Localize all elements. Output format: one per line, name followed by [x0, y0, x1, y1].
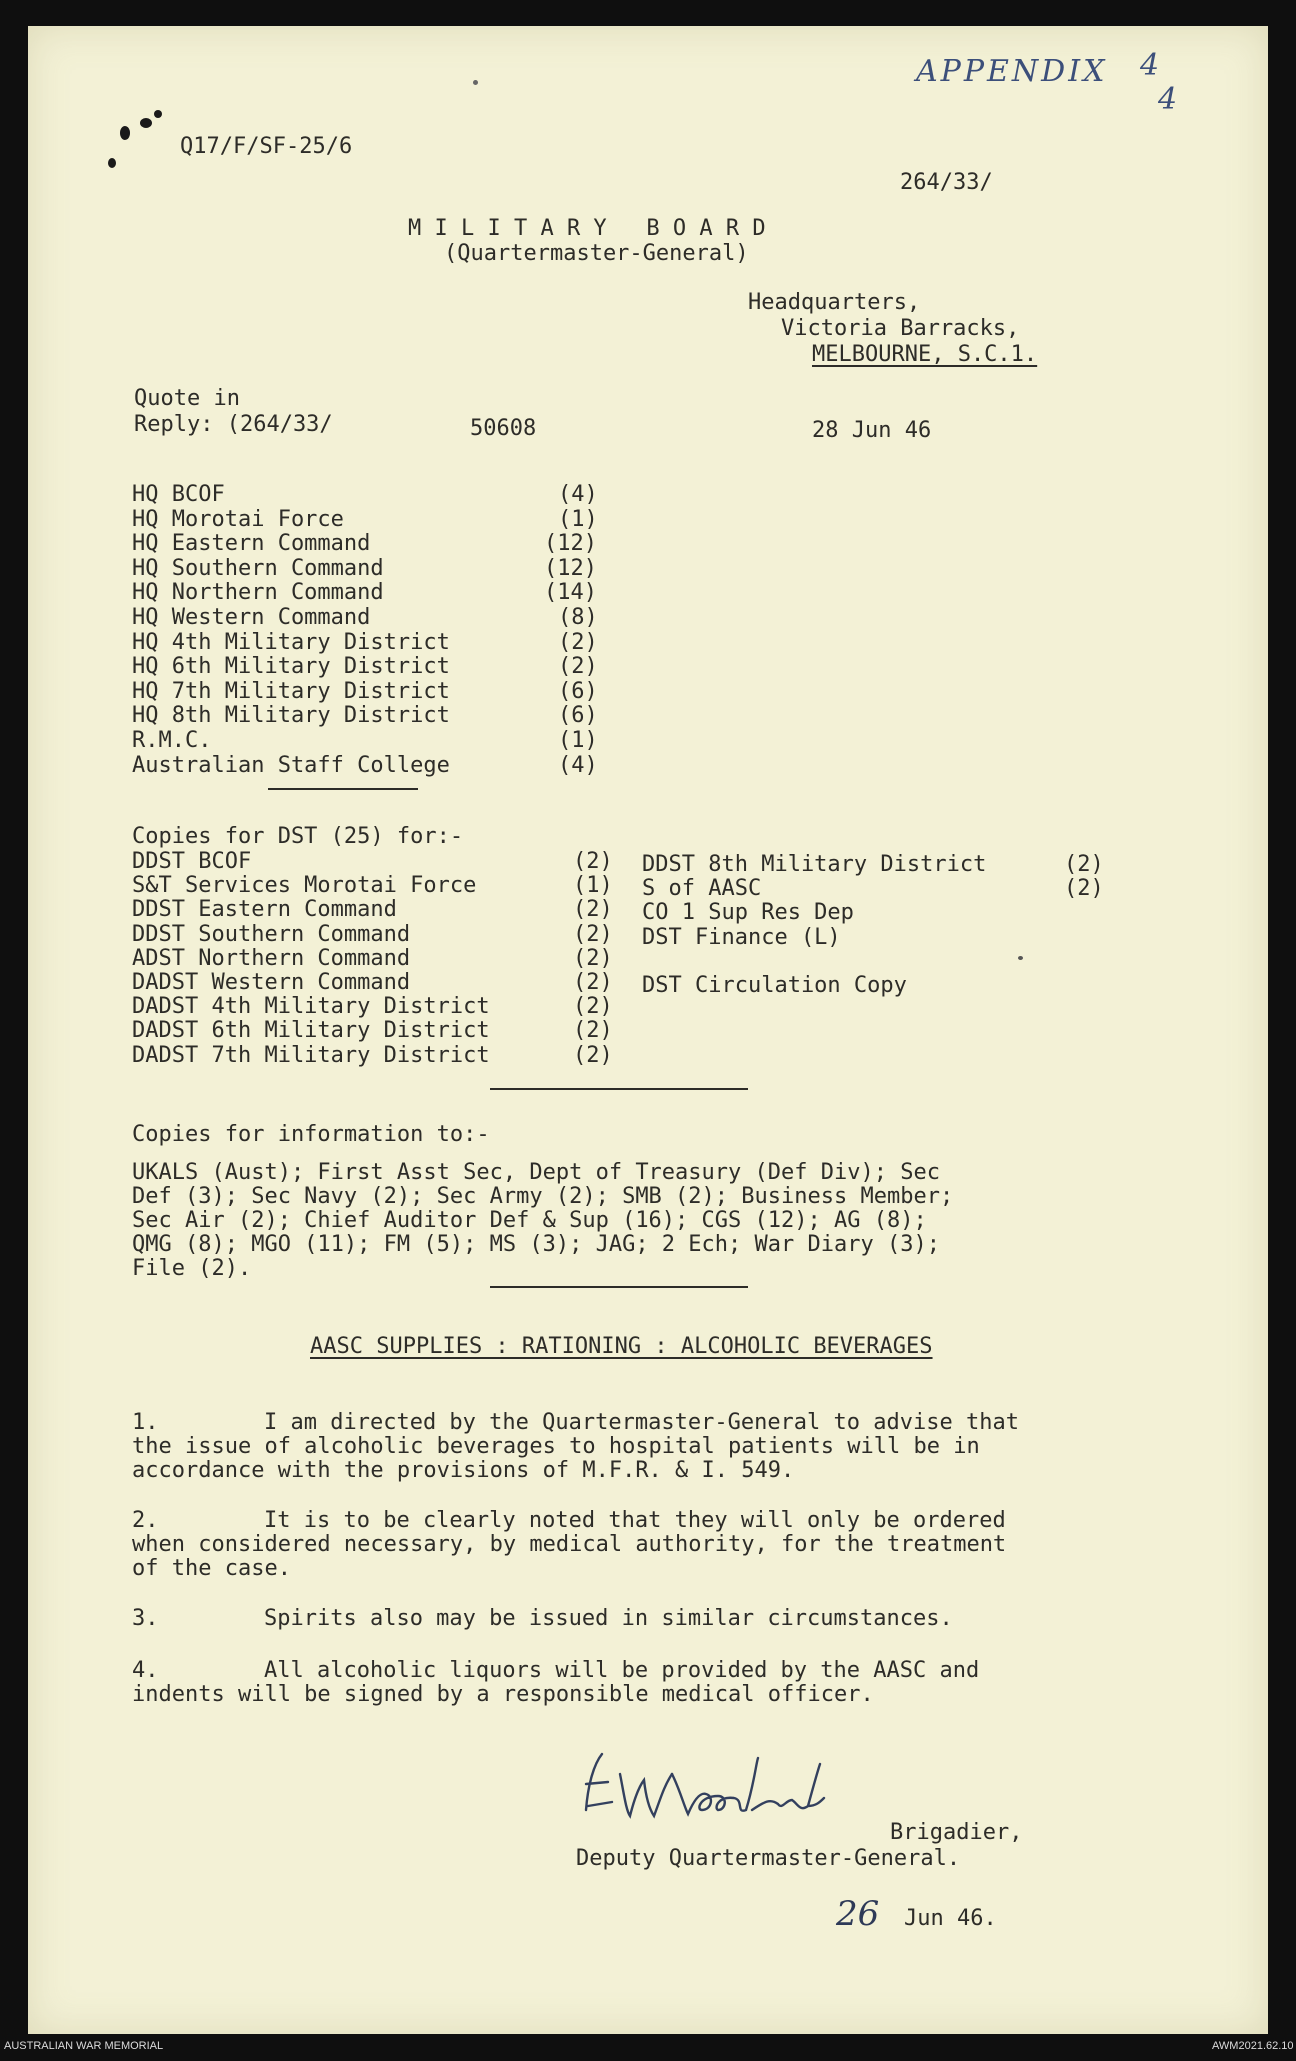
distribution-unit: HQ Morotai Force: [132, 506, 344, 532]
paragraph-number: 3.: [132, 1606, 159, 1631]
distribution-unit: HQ Western Command: [132, 605, 371, 630]
address-line-1: Headquarters,: [748, 290, 921, 315]
appendix-number-bottom: 4: [1158, 82, 1178, 117]
dst-right-unit: DDST 8th Military District: [642, 852, 987, 877]
dst-left-unit: DDST BCOF: [132, 849, 252, 874]
dst-left-copies: (2): [573, 1042, 613, 1068]
paragraph-number: 4.: [132, 1658, 159, 1683]
dst-left-copies: (2): [573, 921, 613, 947]
letter-date: 28 Jun 46: [812, 418, 932, 443]
divider-rule: [268, 788, 418, 790]
board-title: M I L I T A R Y B O A R D: [408, 216, 766, 241]
info-line: QMG (8); MGO (11); FM (5); MS (3); JAG; 2 Ech; War Diary (3);: [132, 1232, 940, 1257]
dst-left-copies: (2): [573, 1018, 613, 1044]
distribution-copies: (14): [544, 580, 597, 606]
signature-name: E W Woodward: [568, 1744, 576, 1745]
ink-blot: [120, 126, 130, 140]
dst-left-copies: (2): [573, 897, 613, 923]
paragraph-line: of the case.: [132, 1556, 291, 1581]
reply-label: Reply: (264/33/: [134, 412, 333, 437]
dst-left-copies: (1): [573, 873, 613, 899]
distribution-copies: (4): [558, 752, 598, 778]
signature-date: Jun 46.: [904, 1906, 997, 1931]
distribution-unit: HQ 7th Military District: [132, 678, 450, 704]
document-sheet: [28, 26, 1268, 2034]
ink-blot: [473, 80, 478, 85]
distribution-unit: HQ Eastern Command: [132, 531, 371, 557]
distribution-copies: (8): [558, 605, 598, 630]
dst-left-unit: DDST Eastern Command: [132, 897, 397, 923]
dst-right-unit: S of AASC: [642, 876, 762, 902]
dst-right-unit: DST Circulation Copy: [642, 973, 907, 998]
distribution-unit: HQ BCOF: [132, 482, 225, 507]
dst-left-unit: S&T Services Morotai Force: [132, 873, 477, 899]
appendix-number-top: 4: [1140, 48, 1160, 83]
dst-left-unit: DADST 7th Military District: [132, 1042, 490, 1068]
dst-left-copies: (2): [573, 849, 613, 874]
ink-blot: [108, 158, 116, 168]
dst-right-unit: CO 1 Sup Res Dep: [642, 900, 854, 926]
distribution-unit: R.M.C.: [132, 728, 212, 753]
divider-rule: [490, 1088, 748, 1090]
distribution-unit: HQ 4th Military District: [132, 629, 450, 655]
distribution-copies: (4): [558, 482, 598, 507]
dst-right-unit: DST Finance (L): [642, 924, 841, 950]
paragraph-number: 2.: [132, 1508, 159, 1533]
distribution-unit: Australian Staff College: [132, 752, 450, 778]
dst-right-copies: (2): [1064, 876, 1104, 902]
distribution-unit: HQ 8th Military District: [132, 703, 450, 729]
distribution-copies: (2): [558, 654, 598, 680]
paragraph-line: indents will be signed by a responsible medical officer.: [132, 1682, 874, 1707]
ink-blot: [140, 118, 152, 128]
distribution-copies: (6): [558, 703, 598, 729]
distribution-unit: HQ Southern Command: [132, 555, 384, 581]
info-line: Def (3); Sec Navy (2); Sec Army (2); SMB (2); Business Member;: [132, 1184, 954, 1209]
dst-left-copies: (2): [573, 994, 613, 1020]
dst-heading: Copies for DST (25) for:-: [132, 824, 464, 849]
distribution-copies: (1): [558, 506, 598, 532]
paragraph-line: Spirits also may be issued in similar circumstances.: [264, 1606, 953, 1631]
info-heading: Copies for information to:-: [132, 1122, 490, 1147]
reference-right: 264/33/: [900, 170, 993, 195]
info-line: UKALS (Aust); First Asst Sec, Dept of Treasury (Def Div); Sec: [132, 1160, 940, 1185]
appendix-note: APPENDIX: [916, 54, 1108, 89]
paragraph-line: I am directed by the Quartermaster-General to advise that: [264, 1410, 1019, 1435]
distribution-copies: (6): [558, 678, 598, 704]
distribution-copies: (12): [544, 555, 597, 581]
dst-left-unit: DDST Southern Command: [132, 921, 411, 947]
ink-blot: [1018, 956, 1023, 960]
paragraph-line: accordance with the provisions of M.F.R. & I. 549.: [132, 1458, 795, 1483]
distribution-unit: HQ Northern Command: [132, 580, 384, 606]
dst-left-unit: ADST Northern Command: [132, 945, 411, 971]
dst-left-unit: DADST Western Command: [132, 970, 411, 995]
distribution-copies: (2): [558, 629, 598, 655]
reply-number: 50608: [470, 416, 537, 441]
paragraph-line: It is to be clearly noted that they will only be ordered: [264, 1508, 1006, 1533]
address-line-2: Victoria Barracks,: [781, 316, 1020, 341]
signatory-rank: Brigadier,: [890, 1820, 1023, 1845]
subject-heading: AASC SUPPLIES : RATIONING : ALCOHOLIC BEVERAGES: [310, 1334, 933, 1359]
info-line: Sec Air (2); Chief Auditor Def & Sup (16); CGS (12); AG (8);: [132, 1208, 927, 1233]
ink-blot: [154, 110, 162, 118]
footer-right: AWM2021.62.10: [1212, 2040, 1294, 2052]
distribution-copies: (12): [544, 531, 597, 557]
distribution-unit: HQ 6th Military District: [132, 654, 450, 680]
paragraph-line: the issue of alcoholic beverages to hospital patients will be in: [132, 1434, 980, 1459]
footer-left: AUSTRALIAN WAR MEMORIAL: [4, 2040, 164, 2052]
signature-date-day: 26: [836, 1894, 880, 1934]
paragraph-line: All alcoholic liquors will be provided by the AASC and: [264, 1658, 980, 1683]
board-subtitle: (Quartermaster-General): [444, 241, 749, 266]
address-line-3: MELBOURNE, S.C.1.: [812, 342, 1038, 367]
distribution-copies: (1): [558, 728, 598, 753]
divider-rule: [490, 1286, 748, 1288]
dst-right-copies: (2): [1064, 852, 1104, 877]
dst-left-unit: DADST 4th Military District: [132, 994, 490, 1020]
paragraph-number: 1.: [132, 1410, 159, 1435]
dst-left-copies: (2): [573, 970, 613, 995]
paragraph-line: when considered necessary, by medical authority, for the treatment: [132, 1532, 1007, 1557]
signatory-title: Deputy Quartermaster-General.: [576, 1846, 961, 1871]
signature-handwritten: [568, 1744, 868, 1834]
quote-label: Quote in: [134, 386, 240, 411]
reference-left: Q17/F/SF-25/6: [180, 134, 353, 159]
dst-left-unit: DADST 6th Military District: [132, 1018, 490, 1044]
dst-left-copies: (2): [573, 945, 613, 971]
info-line: File (2).: [132, 1256, 252, 1281]
